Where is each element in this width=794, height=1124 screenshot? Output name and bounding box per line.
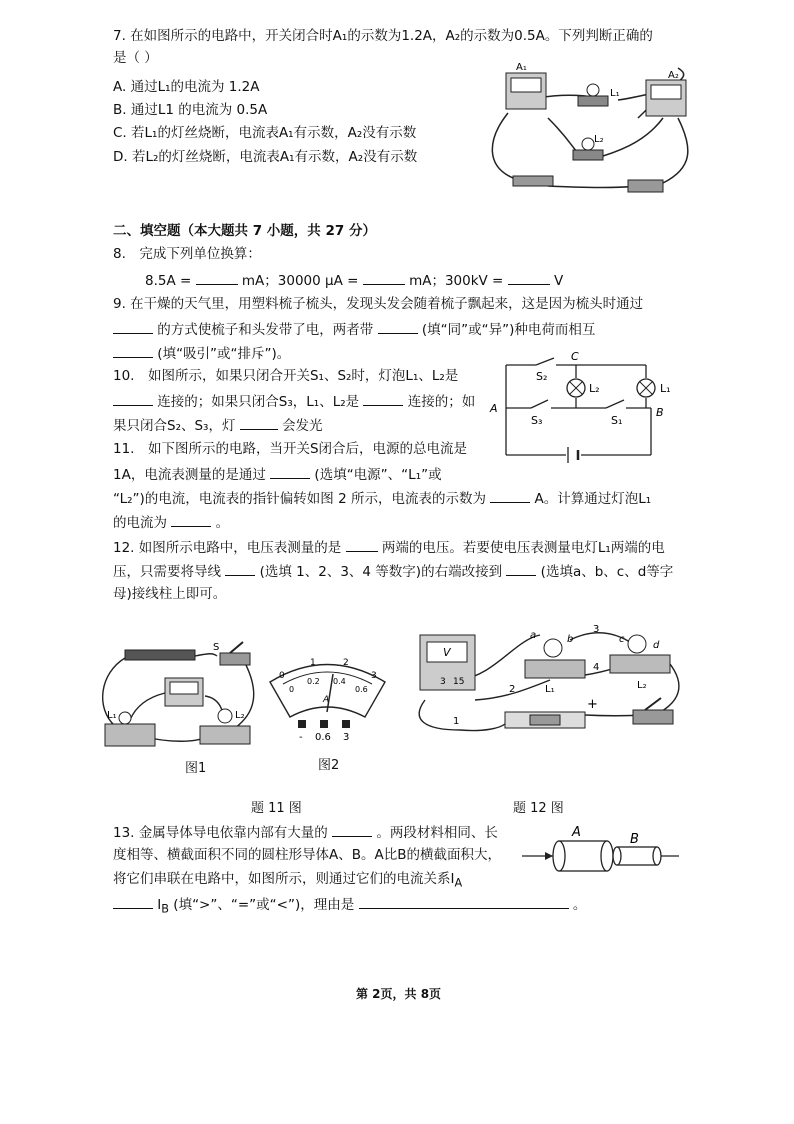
- q7-option-c: C. 若L₁的灯丝烧断，电流表A₁有示数，A₂没有示数: [113, 125, 417, 141]
- q13-line4: [113, 894, 586, 919]
- q10-fig-label-l1: L₁: [660, 382, 671, 395]
- q12-fig-label-l2: L₂: [637, 680, 647, 691]
- section2-title: 二、填空题（本大题共 7 小题，共 27 分）: [113, 223, 376, 239]
- q9-blank1[interactable]: [113, 319, 153, 334]
- q8-blank3[interactable]: [508, 270, 550, 285]
- fig2-unit: A: [323, 695, 330, 705]
- fig2-terminal-3: 3: [343, 732, 350, 743]
- fig1-label-s: S: [213, 642, 220, 653]
- q12-fig-label-term3: 3: [440, 677, 446, 687]
- q11-caption: 题 11 图: [251, 801, 302, 816]
- q11-line3a: “L₂”)的电流，电流表的指针偏转如图 2 所示，电流表的示数为: [113, 491, 486, 507]
- q8-conversions: [145, 270, 563, 290]
- fig2-top-3: 3: [371, 671, 377, 681]
- q9-line2a: 的方式使梳子和头发带了电，两者带: [157, 322, 374, 338]
- q13-blank2[interactable]: [113, 894, 153, 909]
- q7-fig-label-a2: A₂: [668, 70, 679, 81]
- q13-blank3[interactable]: [359, 894, 569, 909]
- q13-conductor-figure: [517, 823, 682, 878]
- q10-fig-label-s1: S₁: [611, 414, 623, 427]
- q7-stem-line2: 是（ ）: [113, 50, 158, 66]
- q12-line1: [113, 537, 665, 557]
- fig1-label-l1: L₁: [107, 710, 117, 721]
- fig2-top-1: 1: [310, 658, 316, 668]
- q8-part4: V: [553, 273, 564, 289]
- q9-line3: [113, 343, 290, 363]
- fig2-caption: 图2: [318, 758, 340, 773]
- q13-line3a: 将它们串联在电路中，如图所示，则通过它们的电流关系I: [113, 871, 455, 887]
- q11-blank2[interactable]: [490, 488, 530, 503]
- q12-fig-label-term15: 15: [453, 677, 465, 687]
- q10-fig-label-c: C: [571, 350, 579, 363]
- q12-line1b: 两端的电压。若要使电压表测量电灯L₁两端的电: [381, 540, 665, 556]
- fig2-bottom-3: 0.6: [355, 685, 368, 694]
- q11-blank1[interactable]: [270, 464, 310, 479]
- q12-fig-label-b: b: [567, 634, 574, 645]
- q12-circuit-figure: [405, 620, 690, 740]
- q11-figure1-circuit: [95, 638, 260, 753]
- q10-fig-label-s2: S₂: [536, 370, 548, 383]
- q12-fig-label-w2: 2: [509, 684, 516, 695]
- q13-line4-i: I: [157, 897, 162, 913]
- q8-part3: mA；300kV =: [409, 273, 504, 289]
- q12-line3: 母)接线柱上即可。: [113, 586, 227, 602]
- q10-line3: [113, 415, 323, 435]
- q8-blank1[interactable]: [196, 270, 238, 285]
- q10-fig-label-s3: S₃: [531, 414, 543, 427]
- q13-line4b: (填“>”、“=”或“<”)，理由是: [173, 897, 355, 913]
- q10-fig-label-l2: L₂: [589, 382, 600, 395]
- q10-blank1[interactable]: [113, 391, 153, 406]
- q12-fig-label-c: c: [619, 634, 625, 645]
- q7-stem-line1: 7. 在如图所示的电路中，开关闭合时A₁的示数为1.2A，A₂的示数为0.5A。下列判断正确的: [113, 28, 653, 44]
- fig2-terminal-neg: -: [299, 732, 303, 743]
- fig2-bottom-0: 0: [289, 685, 295, 694]
- q7-option-d: D. 若L₂的灯丝烧断，电流表A₁有示数，A₂没有示数: [113, 149, 418, 165]
- q8-stem: 8. 完成下列单位换算：: [113, 246, 261, 262]
- q10-fig-label-a: A: [490, 402, 498, 415]
- q9-line2b: (填“同”或“异”)种电荷而相互: [421, 322, 596, 338]
- q7-option-b: B. 通过L1 的电流为 0.5A: [113, 102, 268, 118]
- q10-blank2[interactable]: [363, 391, 403, 406]
- q9-blank3[interactable]: [113, 343, 153, 358]
- q10-fig-label-b: B: [656, 406, 664, 419]
- q7-fig-label-a1: A₁: [516, 62, 527, 73]
- fig2-bottom-2: 0.4: [333, 677, 346, 686]
- q10-line1: 10. 如图所示，如果只闭合开关S₁、S₂时，灯泡L₁、L₂是: [113, 368, 459, 384]
- q12-blank3[interactable]: [506, 561, 536, 576]
- q11-line4: [113, 512, 229, 532]
- q13-line1b: 。两段材料相同、长: [376, 825, 498, 841]
- q11-line4b: 。: [215, 515, 230, 531]
- fig1-label-l2: L₂: [235, 710, 245, 721]
- q12-line2c: (选填a、b、c、d等字: [540, 564, 674, 580]
- q13-line4c: 。: [572, 897, 587, 913]
- q7-option-a: A. 通过L₁的电流为 1.2A: [113, 79, 260, 95]
- q11-blank3[interactable]: [171, 512, 211, 527]
- fig2-top-0: 0: [279, 671, 285, 681]
- q7-fig-label-l1: L₁: [610, 88, 620, 99]
- q11-line4a: 的电流为: [113, 515, 167, 531]
- q11-line2: [113, 464, 442, 484]
- q10-line3a: 果只闭合S₂、S₃，灯: [113, 418, 236, 434]
- q13-line2: 度相等、横截面积不同的圆柱形导体A、B。A比B的横截面积大，: [113, 847, 501, 863]
- fig2-terminal-06: 0.6: [315, 732, 331, 743]
- q10-line2: [113, 391, 475, 411]
- q12-fig-label-w4: 4: [593, 662, 600, 673]
- q12-fig-label-w3: 3: [593, 624, 600, 635]
- q12-line2b: (选填 1、2、3、4 等数字)的右端改接到: [259, 564, 503, 580]
- q12-line2: [113, 561, 673, 581]
- q12-fig-label-w1: 1: [453, 716, 460, 727]
- q12-blank2[interactable]: [225, 561, 255, 576]
- q12-fig-label-a: a: [530, 630, 537, 641]
- page-footer: 第 2页，共 8页: [356, 987, 442, 1001]
- q13-line1a: 13. 金属导体导电依靠内部有大量的: [113, 825, 328, 841]
- q9-line1: 9. 在干燥的天气里，用塑料梳子梳头，发现头发会随着梳子飘起来，这是因为梳头时通过: [113, 296, 644, 312]
- q12-fig-label-plus: +: [587, 697, 598, 712]
- q13-line3: [113, 870, 462, 893]
- q13-fig-label-b: B: [630, 832, 639, 847]
- q9-line3a: (填“吸引”或“排斥”)。: [157, 346, 291, 362]
- q10-circuit-figure: [486, 350, 686, 470]
- q12-line2a: 压，只需要将导线: [113, 564, 221, 580]
- q12-blank1[interactable]: [346, 537, 378, 552]
- q11-line2a: 1A，电流表测量的是通过: [113, 467, 266, 483]
- q12-fig-label-l1: L₁: [545, 684, 555, 695]
- q10-line2a: 连接的；如果只闭合S₃，L₁、L₂是: [157, 394, 360, 410]
- q7-fig-label-l2: L₂: [594, 134, 604, 145]
- q13-fig-label-a: A: [572, 825, 581, 840]
- q11-line2b: (选填“电源”、“L₁”或: [314, 467, 442, 483]
- q13-line3-sub: A: [454, 876, 463, 890]
- q12-caption: 题 12 图: [513, 801, 564, 816]
- q11-line3: [113, 488, 651, 508]
- q12-fig-label-v: V: [443, 646, 451, 659]
- q9-blank2[interactable]: [378, 319, 418, 334]
- q8-blank2[interactable]: [363, 270, 405, 285]
- q11-line1: 11. 如下图所示的电路，当开关S闭合后，电源的总电流是: [113, 441, 468, 457]
- q11-figure2-ammeter: [265, 642, 390, 747]
- fig2-top-2: 2: [343, 658, 349, 668]
- q9-line2: [113, 319, 595, 339]
- q8-part1: 8.5A =: [145, 273, 192, 289]
- q10-line2b: 连接的；如: [407, 394, 476, 410]
- q13-blank1[interactable]: [332, 822, 372, 837]
- q12-line1a: 12. 如图所示电路中，电压表测量的是: [113, 540, 342, 556]
- q13-line4-sub: B: [161, 902, 169, 916]
- q7-circuit-figure: [478, 58, 703, 198]
- q8-part2: mA；30000 μA =: [241, 273, 359, 289]
- fig1-caption: 图1: [185, 761, 207, 776]
- q10-line3b: 会发光: [282, 418, 323, 434]
- q11-line3b: A。计算通过灯泡L₁: [534, 491, 652, 507]
- q13-line1: [113, 822, 498, 842]
- q12-fig-label-d: d: [653, 640, 660, 651]
- q10-blank3[interactable]: [240, 415, 278, 430]
- fig2-bottom-1: 0.2: [307, 677, 320, 686]
